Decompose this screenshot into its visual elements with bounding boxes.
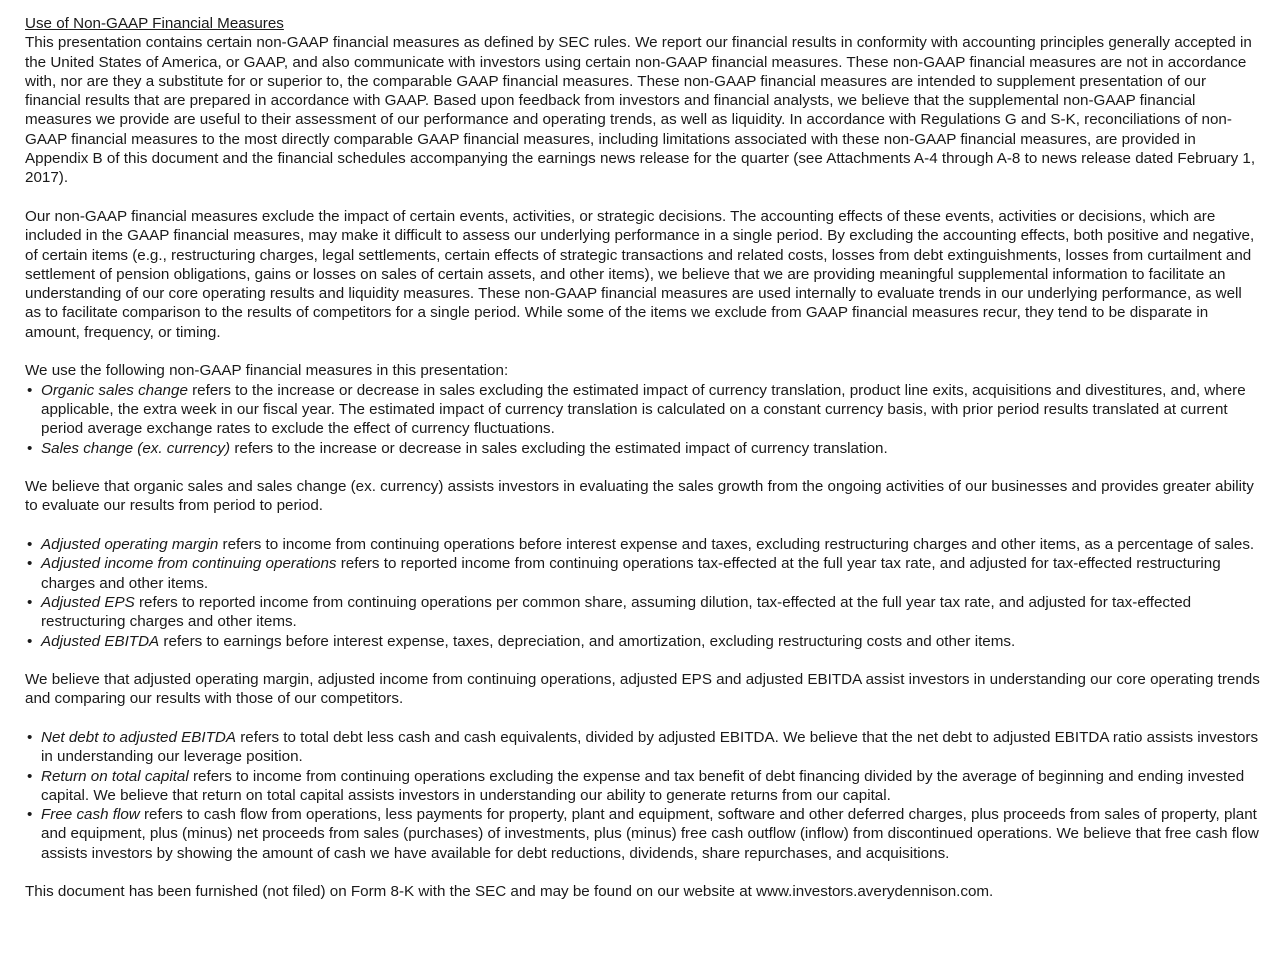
- definition: refers to cash flow from operations, less payments for property, plant and equipment, software and other deferred charges, plus proceeds from sales of property, plant and equipment, plus (minus) net proceeds from sales (purchases) of investments, plus (minus) free cash outflow (inflow) from discontinued operations. We believe that free cash flow assists investors by showing the amount of cash we have available for debt reductions, dividends, share repurchases, and acquisitions.: [41, 806, 1259, 862]
- definition: refers to earnings before interest expense, taxes, depreciation, and amortization, excluding restructuring costs and other items.: [159, 632, 1016, 650]
- list-item: [25, 535, 1260, 554]
- measures-intro: We use the following non-GAAP financial measures in this presentation:: [25, 362, 509, 380]
- intro-paragraph: This presentation contains certain non-GAAP financial measures as defined by SEC rules. We report our financial results in conformity with accounting principles generally accepted in the United States of America, or GAAP, and also communicate with investors using certain non-GAAP financial measures. These non-GAAP financial measures are not in accordance with, nor are they a substitute for or superior to, the comparable GAAP financial measures. These non-GAAP financial measures are intended to supplement presentation of our financial results that are prepared in accordance with GAAP. Based upon feedback from investors and financial analysts, we believe that the supplemental non-GAAP financial measures we provide are useful to their assessment of our performance and operating trends, as well as liquidity. In accordance with Regulations G and S-K, reconciliations of non-GAAP financial measures to the most directly comparable GAAP financial measures, including limitations associated with these non-GAAP financial measures, are provided in Appendix B of this document and the financial schedules accompanying the earnings news release for the quarter (see Attachments A-4 through A-8 to news release dated February 1, 2017).: [25, 34, 1256, 187]
- term: Organic sales change: [41, 381, 188, 399]
- list-item: [25, 593, 1260, 632]
- definition: refers to total debt less cash and cash equivalents, divided by adjusted EBITDA. We believe that the net debt to adjusted EBITDA ratio assists investors in understanding our leverage position.: [41, 728, 1259, 766]
- measures-list-capital: [25, 728, 1260, 863]
- earnings-note: We believe that adjusted operating margin, adjusted income from continuing operations, adjusted EPS and adjusted EBITDA assist investors in understanding our core operating trends and comparing our results with those of our competitors.: [25, 671, 1260, 708]
- footer-note: This document has been furnished (not filed) on Form 8-K with the SEC and may be found on our website at www.investors.averydennison.com.: [25, 883, 994, 901]
- term: Net debt to adjusted EBITDA: [41, 728, 237, 746]
- term: Return on total capital: [41, 767, 189, 785]
- list-item: [25, 554, 1260, 593]
- term: Free cash flow: [41, 806, 140, 824]
- term: Adjusted operating margin: [41, 536, 219, 554]
- sales-note: We believe that organic sales and sales change (ex. currency) assists investors in evaluating the sales growth from the ongoing activities of our businesses and provides greater ability to evaluate our results from period to period.: [25, 478, 1254, 515]
- term: Adjusted income from continuing operations: [41, 555, 337, 573]
- term: Adjusted EBITDA: [41, 632, 160, 650]
- term: Sales change (ex. currency): [41, 439, 231, 457]
- list-item: [25, 728, 1260, 767]
- list-item: [25, 381, 1260, 439]
- list-item: [25, 805, 1260, 863]
- definition: refers to the increase or decrease in sales excluding the estimated impact of currency translation, product line exits, acquisitions and divestitures, and, where applicable, the extra week in our fiscal year. The estimated impact of currency translation is calculated on a constant currency basis, with prior period results translated at current period average exchange rates to exclude the effect of currency fluctuations.: [41, 381, 1246, 438]
- list-item: [25, 439, 1260, 458]
- list-item: [25, 632, 1260, 651]
- list-item: [25, 767, 1260, 806]
- definition: refers to income from continuing operations excluding the expense and tax benefit of debt financing divided by the average of beginning and ending invested capital. We believe that return on total capital assists investors in understanding our ability to generate returns from our capital.: [41, 767, 1245, 804]
- definition: refers to reported income from continuing operations tax-effected at the full year tax rate, and adjusted for tax-effected restructuring charges and other items.: [41, 555, 1221, 592]
- measures-list-sales: [25, 381, 1260, 458]
- exclusions-paragraph: Our non-GAAP financial measures exclude the impact of certain events, activities, or strategic decisions. The accounting effects of these events, activities or decisions, which are included in the GAAP financial measures, may make it difficult to assess our underlying performance in a single period. By excluding the accounting effects, both positive and negative, of certain items (e.g., restructuring charges, legal settlements, certain effects of strategic transactions and related costs, losses from debt extinguishments, losses from curtailment and settlement of pension obligations, gains or losses on sales of certain assets, and other items), we believe that we are providing meaningful supplemental information to facilitate an understanding of our core operating results and liquidity measures. These non-GAAP financial measures are used internally to evaluate trends in our underlying performance, as well as to facilitate comparison to the results of competitors for a single period. While some of the items we exclude from GAAP financial measures recur, they tend to be disparate in amount, frequency, or timing.: [25, 207, 1255, 341]
- document-page: [25, 14, 1260, 902]
- definition: refers to reported income from continuing operations per common share, assuming dilution, tax-effected at the full year tax rate, and adjusted for tax-effected restructuring charges and other items.: [41, 593, 1192, 631]
- term: Adjusted EPS: [41, 593, 135, 611]
- definition: refers to the increase or decrease in sales excluding the estimated impact of currency translation.: [230, 439, 888, 457]
- section-title: Use of Non-GAAP Financial Measures: [25, 15, 284, 32]
- definition: refers to income from continuing operations before interest expense and taxes, excluding restructuring charges and other items, as a percentage of sales.: [218, 536, 1255, 554]
- measures-list-earnings: [25, 535, 1260, 651]
